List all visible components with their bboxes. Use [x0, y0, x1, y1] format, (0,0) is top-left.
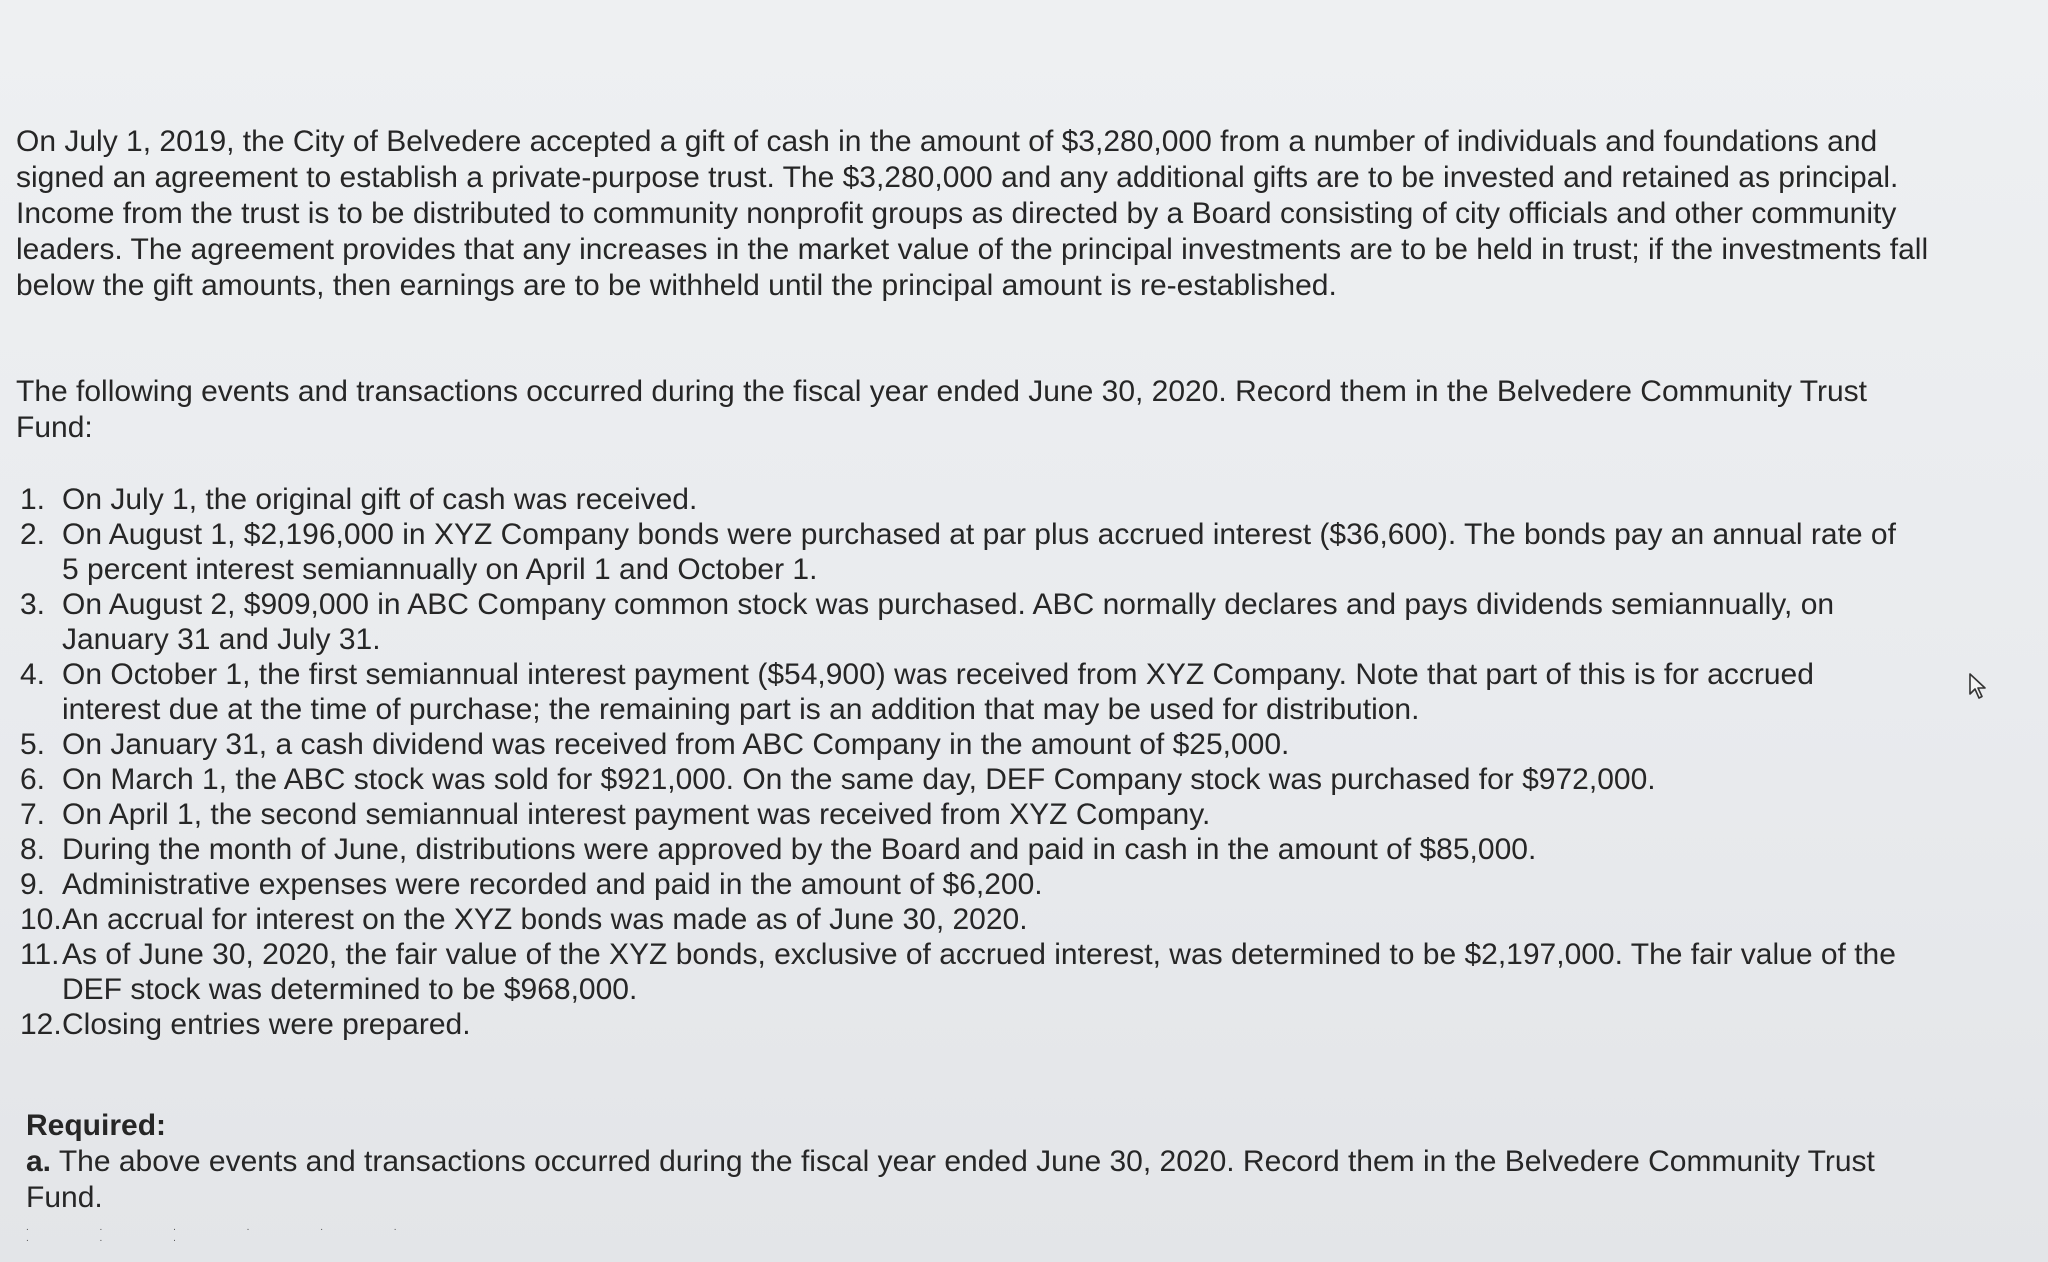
event-item	[20, 517, 1910, 587]
event-text: On January 31, a cash dividend was received from ABC Company in the amount of $25,000.	[62, 728, 1290, 761]
event-text: On October 1, the first semiannual interest payment ($54,900) was received from XYZ Company. Note that part of this is for accrued interest due at the time of purchase; the remaining part is an addition that may be used for distribution.	[62, 658, 1814, 726]
event-item	[20, 797, 1910, 832]
event-item	[20, 762, 1910, 797]
event-number: 7.	[20, 798, 46, 831]
event-number: 12.	[20, 1008, 62, 1041]
required-item-text: The above events and transactions occurred during the fiscal year ended June 30, 2020. Record them in the Belvedere Community Trust Fund.	[26, 1145, 1875, 1214]
event-number: 1.	[20, 483, 46, 516]
event-number: 4.	[20, 658, 46, 691]
event-text: On March 1, the ABC stock was sold for $921,000. On the same day, DEF Company stock was purchased for $972,000.	[62, 763, 1656, 796]
event-text: On August 2, $909,000 in ABC Company common stock was purchased. ABC normally declares and pays dividends semiannually, on January 31 and July 31.	[62, 588, 1835, 656]
intro-paragraph: On July 1, 2019, the City of Belvedere accepted a gift of cash in the amount of $3,280,000 from a number of individuals and foundations and signed an agreement to establish a private-purpose trust. The $3,280,000 and any additional gifts are to be invested and retained as principal. Income from the trust is to be distributed to community nonprofit groups as directed by a Board consisting of city officials and other community leaders. The agreement provides that any increases in the market value of the principal investments are to be held in trust; if the investments fall below the gift amounts, then earnings are to be withheld until the principal amount is re-established.	[16, 125, 1929, 302]
event-item	[20, 867, 1910, 902]
event-item	[20, 587, 1910, 657]
event-number: 10.	[20, 903, 62, 936]
event-item	[20, 832, 1910, 867]
event-number: 8.	[20, 833, 46, 866]
event-item	[20, 727, 1910, 762]
event-item	[20, 657, 1910, 727]
event-text: Administrative expenses were recorded and paid in the amount of $6,200.	[62, 868, 1043, 901]
event-text: On April 1, the second semiannual interest payment was received from XYZ Company.	[62, 798, 1211, 831]
event-number: 2.	[20, 518, 46, 551]
event-text: During the month of June, distributions were approved by the Board and paid in cash in the amount of $85,000.	[62, 833, 1537, 866]
event-number: 11.	[20, 938, 60, 971]
event-text: On August 1, $2,196,000 in XYZ Company bonds were purchased at par plus accrued interest ($36,600). The bonds pay an annual rate of 5 percent interest semiannually on April 1 and October 1.	[62, 518, 1896, 586]
event-text: An accrual for interest on the XYZ bonds was made as of June 30, 2020.	[62, 903, 1028, 936]
event-item	[20, 1007, 1910, 1042]
event-number: 9.	[20, 868, 46, 901]
required-heading: Required:	[26, 1109, 167, 1142]
cropped-text-remnant: . . . . . . . . .	[26, 1222, 431, 1244]
event-text: On July 1, the original gift of cash was received.	[62, 483, 698, 516]
event-item	[20, 937, 1910, 1007]
event-item	[20, 482, 1910, 517]
event-text: As of June 30, 2020, the fair value of the XYZ bonds, exclusive of accrued interest, was determined to be $2,197,000. The fair value of the DEF stock was determined to be $968,000.	[62, 938, 1896, 1006]
required-item-marker: a.	[26, 1145, 52, 1178]
required-section	[26, 1108, 1926, 1216]
events-intro-paragraph: The following events and transactions occurred during the fiscal year ended June 30, 2020. Record them in the Belvedere Community Trust Fund:	[16, 375, 1868, 444]
event-number: 3.	[20, 588, 46, 621]
event-number: 6.	[20, 763, 46, 796]
events-list	[20, 482, 1910, 1042]
event-text: Closing entries were prepared.	[62, 1008, 471, 1041]
event-number: 5.	[20, 728, 46, 761]
event-item	[20, 902, 1910, 937]
mouse-pointer-icon	[1968, 672, 1992, 700]
